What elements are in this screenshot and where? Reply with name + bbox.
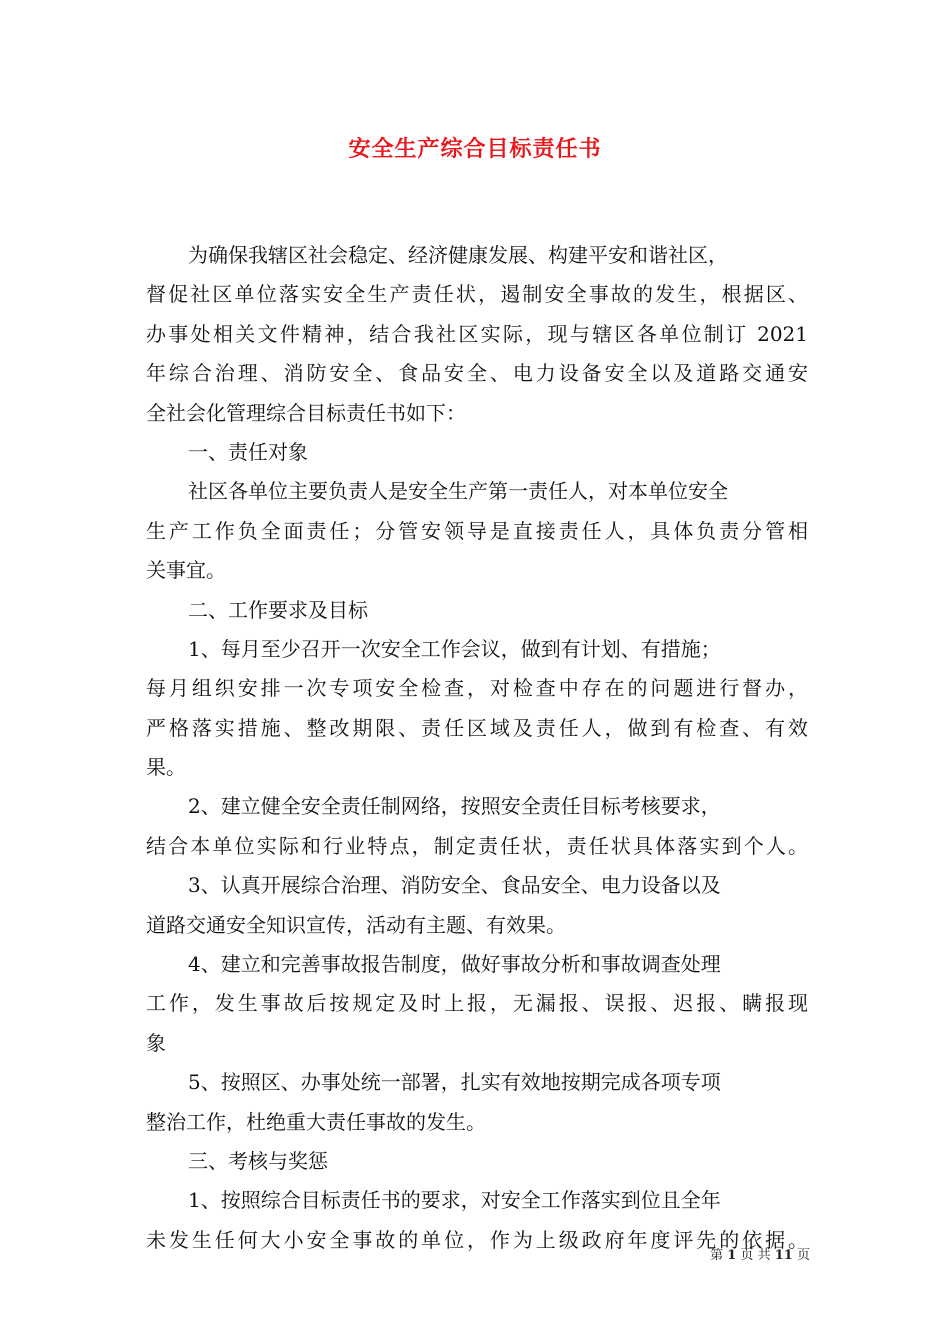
body-line: 3、认真开展综合治理、消防安全、食品安全、电力设备以及 bbox=[188, 873, 721, 898]
body-line: 象 bbox=[146, 1030, 166, 1055]
body-line: 全社会化管理综合目标责任书如下： bbox=[146, 400, 466, 425]
body-line: 道路交通安全知识宣传，活动有主题、有效果。 bbox=[146, 912, 566, 937]
body-line: 1、按照综合目标责任书的要求，对安全工作落实到位且全年 bbox=[188, 1188, 721, 1213]
document-title: 安全生产综合目标责任书 bbox=[348, 136, 602, 162]
body-line: 办事处相关文件精神，结合我社区实际，现与辖区各单位制订 2021 bbox=[146, 321, 808, 346]
body-line: 5、按照区、办事处统一部署，扎实有效地按期完成各项专项 bbox=[188, 1070, 721, 1095]
body-line: 为确保我辖区社会稳定、经济健康发展、构建平安和谐社区， bbox=[188, 243, 728, 267]
body-line: 生产工作负全面责任；分管安领导是直接责任人，具体负责分管相 bbox=[146, 518, 808, 543]
body-line: 年综合治理、消防安全、食品安全、电力设备安全以及道路交通安 bbox=[146, 361, 808, 386]
body-line: 4、建立和完善事故报告制度，做好事故分析和事故调查处理 bbox=[188, 952, 721, 977]
body-line: 严格落实措施、整改期限、责任区域及责任人，做到有检查、有效 bbox=[146, 715, 808, 740]
body-line: 未发生任何大小安全事故的单位，作为上级政府年度评先的依据。 bbox=[146, 1227, 808, 1252]
total-pages-number: 11 bbox=[774, 1248, 793, 1263]
section-heading: 三、考核与奖惩 bbox=[188, 1148, 328, 1173]
body-line: 果。 bbox=[146, 755, 186, 780]
body-line: 结合本单位实际和行业特点，制定责任状，责任状具体落实到个人。 bbox=[146, 833, 808, 858]
footer-middle: 页 共 bbox=[740, 1248, 771, 1263]
body-line: 整治工作，杜绝重大责任事故的发生。 bbox=[146, 1109, 486, 1134]
page-footer bbox=[700, 1246, 810, 1266]
body-line: 2、建立健全安全责任制网络，按照安全责任目标考核要求， bbox=[188, 794, 721, 819]
body-line: 关事宜。 bbox=[146, 558, 226, 583]
current-page-number: 1 bbox=[727, 1248, 737, 1263]
section-heading: 一、责任对象 bbox=[188, 439, 308, 464]
body-line: 每月组织安排一次专项安全检查，对检查中存在的问题进行督办， bbox=[146, 676, 808, 701]
body-line: 督促社区单位落实安全生产责任状，遏制安全事故的发生，根据区、 bbox=[146, 282, 808, 307]
document-body bbox=[146, 236, 808, 1260]
body-line: 工作，发生事故后按规定及时上报，无漏报、误报、迟报、瞒报现 bbox=[146, 991, 808, 1016]
footer-prefix: 第 bbox=[710, 1248, 724, 1263]
section-heading: 二、工作要求及目标 bbox=[188, 597, 368, 622]
body-line: 社区各单位主要负责人是安全生产第一责任人，对本单位安全 bbox=[188, 479, 728, 504]
footer-suffix: 页 bbox=[796, 1248, 810, 1263]
body-line: 1、每月至少召开一次安全工作会议，做到有计划、有措施； bbox=[188, 636, 721, 661]
